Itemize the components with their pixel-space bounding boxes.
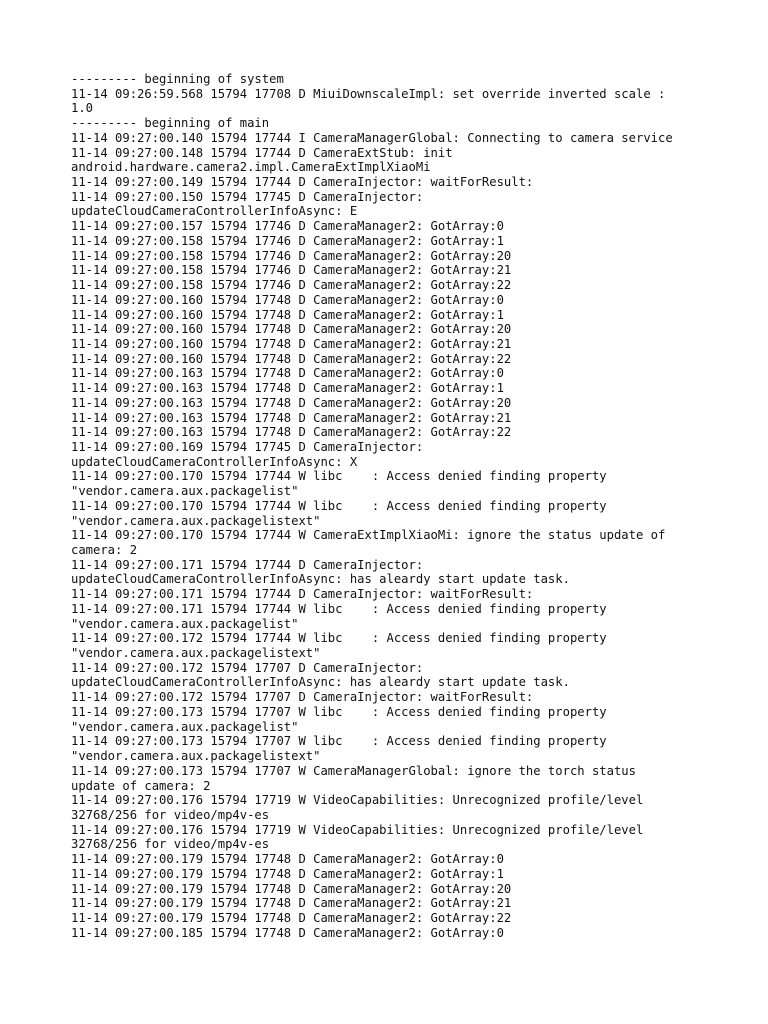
log-line: 11-14 09:27:00.149 15794 17744 D CameraInjector: waitForResult:: [71, 175, 534, 190]
log-line: 11-14 09:27:00.179 15794 17748 D CameraManager2: GotArray:21: [71, 896, 512, 911]
log-output: [71, 72, 731, 940]
log-line: 11-14 09:27:00.169 15794 17745 D CameraInjector:: [71, 439, 424, 454]
log-line: 11-14 09:27:00.163 15794 17748 D CameraManager2: GotArray:21: [71, 410, 512, 425]
log-line: updateCloudCameraControllerInfoAsync: E: [71, 204, 358, 219]
log-line: --------- beginning of main: [71, 116, 270, 131]
log-line: 11-14 09:27:00.179 15794 17748 D CameraManager2: GotArray:1: [71, 866, 504, 881]
log-line: 11-14 09:27:00.158 15794 17746 D CameraManager2: GotArray:22: [71, 278, 512, 293]
log-line: 11-14 09:27:00.160 15794 17748 D CameraManager2: GotArray:0: [71, 292, 504, 307]
log-line: 11-14 09:27:00.160 15794 17748 D CameraManager2: GotArray:22: [71, 351, 512, 366]
log-line: 11-14 09:27:00.163 15794 17748 D CameraManager2: GotArray:0: [71, 366, 504, 381]
log-line: 11-14 09:27:00.158 15794 17746 D CameraManager2: GotArray:21: [71, 263, 512, 278]
log-line: 11-14 09:27:00.171 15794 17744 W libc : Access denied finding property: [71, 601, 607, 616]
log-line: camera: 2: [71, 543, 138, 557]
log-line: 11-14 09:27:00.173 15794 17707 W libc : Access denied finding property: [71, 734, 607, 749]
log-line: 11-14 09:27:00.163 15794 17748 D CameraManager2: GotArray:22: [71, 425, 512, 440]
log-line: 11-14 09:27:00.171 15794 17744 D CameraInjector: waitForResult:: [71, 587, 534, 602]
log-line: 11-14 09:27:00.179 15794 17748 D CameraManager2: GotArray:0: [71, 852, 504, 867]
log-line: 11-14 09:27:00.179 15794 17748 D CameraManager2: GotArray:22: [71, 910, 512, 925]
log-line: 11-14 09:27:00.173 15794 17707 W libc : Access denied finding property: [71, 704, 607, 719]
log-line: 11-14 09:27:00.160 15794 17748 D CameraManager2: GotArray:20: [71, 322, 512, 337]
log-line: 11-14 09:27:00.163 15794 17748 D CameraManager2: GotArray:20: [71, 395, 512, 410]
log-line: 11-14 09:27:00.148 15794 17744 D CameraExtStub: init: [71, 145, 453, 160]
log-line: 1.0: [71, 101, 94, 116]
log-line: 11-14 09:27:00.160 15794 17748 D CameraManager2: GotArray:21: [71, 336, 512, 351]
log-line: 11-14 09:27:00.176 15794 17719 W VideoCapabilities: Unrecognized profile/level: [71, 793, 644, 808]
log-line: updateCloudCameraControllerInfoAsync: X: [71, 454, 358, 469]
log-line: 11-14 09:27:00.157 15794 17746 D CameraManager2: GotArray:0: [71, 219, 504, 234]
log-line: 11-14 09:27:00.170 15794 17744 W libc : Access denied finding property: [71, 498, 607, 513]
log-line: 11-14 09:27:00.140 15794 17744 I CameraManagerGlobal: Connecting to camera service: [71, 130, 673, 145]
log-line: "vendor.camera.aux.packagelist": [71, 616, 299, 631]
log-line: 11-14 09:26:59.568 15794 17708 D MiuiDownscaleImpl: set override inverted scale :: [71, 86, 666, 101]
log-line: 11-14 09:27:00.150 15794 17745 D CameraInjector:: [71, 189, 424, 204]
log-line: 11-14 09:27:00.185 15794 17748 D CameraManager2: GotArray:0: [71, 925, 504, 940]
log-line: 11-14 09:27:00.170 15794 17744 W CameraExtImplXiaoMi: ignore the status update of: [71, 528, 666, 543]
log-line: update of camera: 2: [71, 778, 211, 793]
log-line: 11-14 09:27:00.172 15794 17707 D CameraInjector: waitForResult:: [71, 690, 534, 705]
log-line: 11-14 09:27:00.163 15794 17748 D CameraManager2: GotArray:1: [71, 381, 504, 396]
log-line: 32768/256 for video/mp4v-es: [71, 807, 270, 822]
log-line: "vendor.camera.aux.packagelistext": [71, 646, 321, 661]
log-line: "vendor.camera.aux.packagelist": [71, 484, 299, 499]
log-line: --------- beginning of system: [71, 72, 284, 86]
log-line: 11-14 09:27:00.173 15794 17707 W CameraManagerGlobal: ignore the torch status: [71, 763, 636, 778]
log-line: android.hardware.camera2.impl.CameraExtImplXiaoMi: [71, 160, 431, 175]
log-line: 11-14 09:27:00.179 15794 17748 D CameraManager2: GotArray:20: [71, 881, 512, 896]
log-line: 32768/256 for video/mp4v-es: [71, 837, 270, 852]
log-line: updateCloudCameraControllerInfoAsync: has aleardy start update task.: [71, 675, 570, 690]
log-line: 11-14 09:27:00.176 15794 17719 W VideoCapabilities: Unrecognized profile/level: [71, 822, 644, 837]
log-line: 11-14 09:27:00.170 15794 17744 W libc : Access denied finding property: [71, 469, 607, 484]
log-line: 11-14 09:27:00.158 15794 17746 D CameraManager2: GotArray:20: [71, 248, 512, 263]
log-line: "vendor.camera.aux.packagelistext": [71, 749, 321, 764]
log-line: updateCloudCameraControllerInfoAsync: has aleardy start update task.: [71, 572, 570, 587]
log-line: "vendor.camera.aux.packagelist": [71, 719, 299, 734]
log-line: 11-14 09:27:00.158 15794 17746 D CameraManager2: GotArray:1: [71, 233, 504, 248]
log-line: 11-14 09:27:00.160 15794 17748 D CameraManager2: GotArray:1: [71, 307, 504, 322]
log-line: 11-14 09:27:00.172 15794 17744 W libc : Access denied finding property: [71, 631, 607, 646]
log-line: "vendor.camera.aux.packagelistext": [71, 513, 321, 528]
log-line: 11-14 09:27:00.171 15794 17744 D CameraInjector:: [71, 557, 424, 572]
log-line: 11-14 09:27:00.172 15794 17707 D CameraInjector:: [71, 660, 424, 675]
